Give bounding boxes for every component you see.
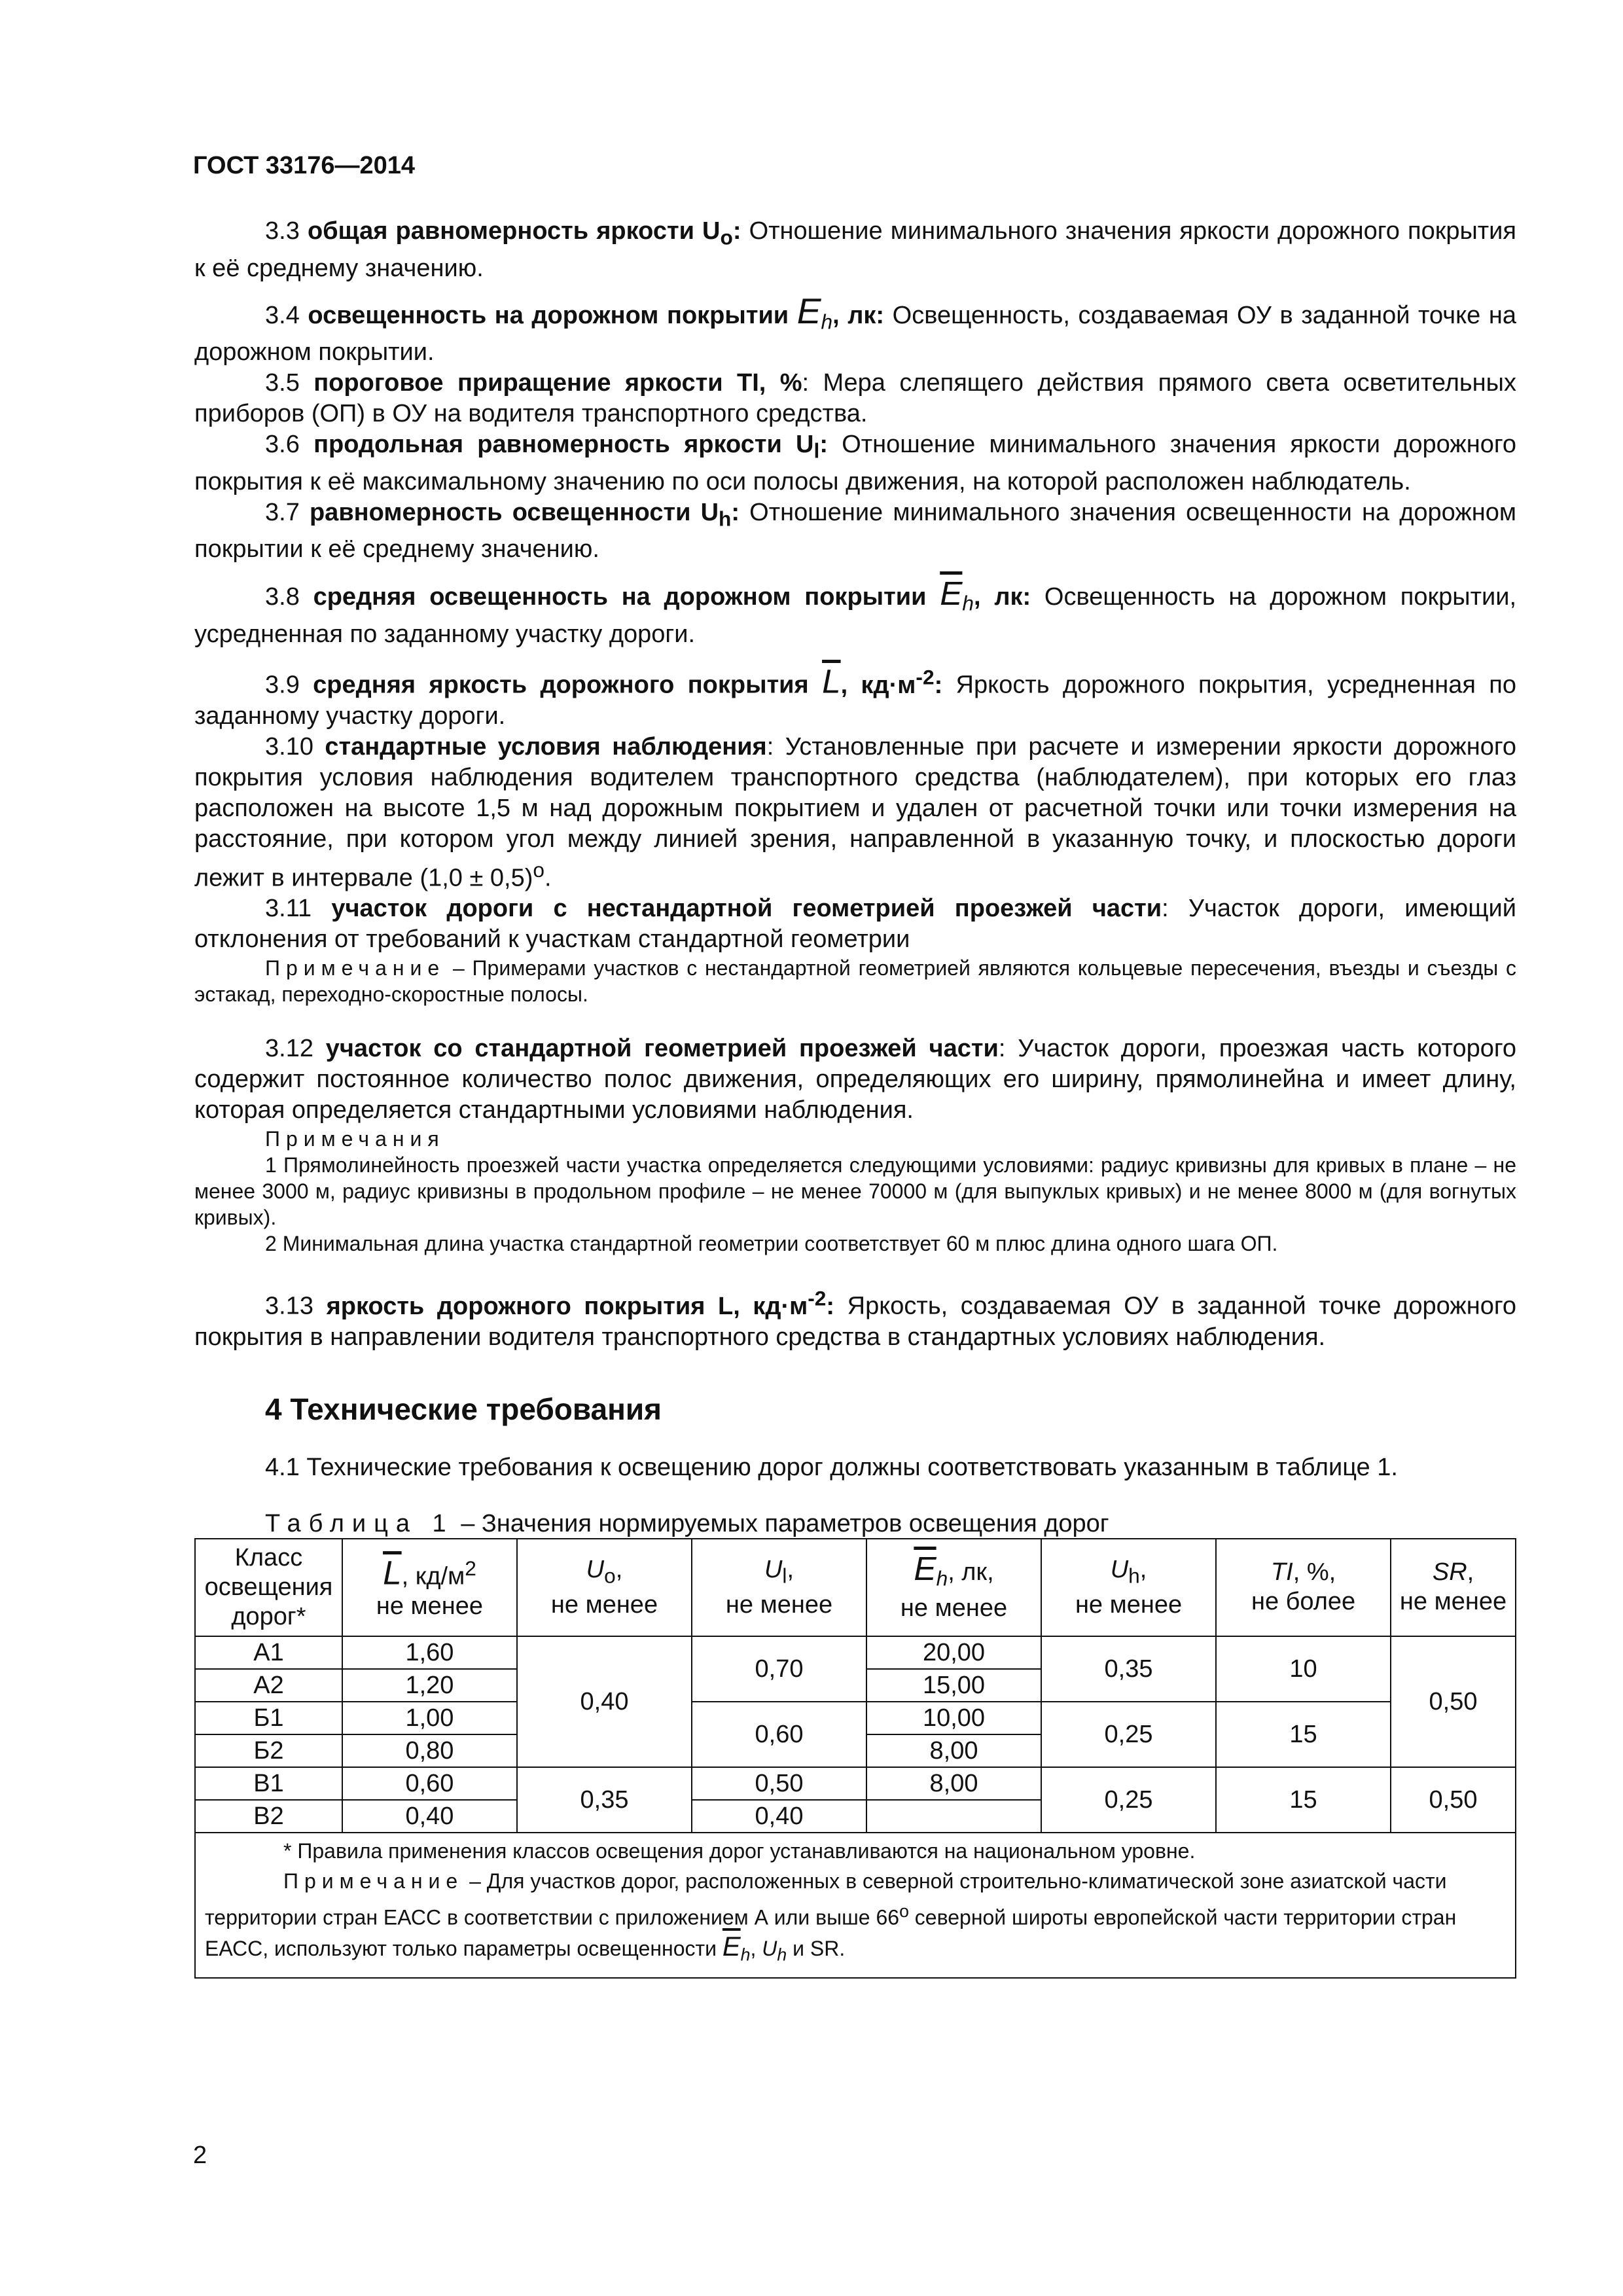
definition-term: равномерность освещенности U	[309, 498, 719, 526]
cell-Ul: 0,40	[692, 1800, 866, 1833]
definition-number: 3.6	[265, 431, 300, 459]
table-header-row	[195, 1539, 1516, 1636]
section-4-heading: 4 Технические требования	[265, 1391, 662, 1426]
term-subscript: h	[719, 507, 732, 531]
term-suffix: :	[934, 671, 943, 699]
cell-Eh: 20,00	[866, 1636, 1041, 1669]
definition-number: 3.7	[265, 498, 300, 526]
definition-text: Яркость дорожного покрытия, усредненная по заданному участку дороги.	[194, 671, 1516, 730]
cell-Ul: 0,70	[692, 1636, 866, 1702]
header-TI	[1216, 1539, 1391, 1636]
header-condition: не менее	[725, 1591, 833, 1619]
table-row	[195, 1702, 1516, 1734]
cell-Eh: 8,00	[866, 1734, 1041, 1767]
cell-Uh: 0,25	[1041, 1767, 1216, 1833]
unit-label: , лк:	[974, 583, 1031, 611]
header-subscript: h	[936, 1566, 948, 1590]
unit-superscript: -2	[916, 664, 935, 689]
cell-Eh: 15,00	[866, 1669, 1041, 1702]
term-suffix: :	[732, 217, 741, 245]
definition-3-12	[194, 1033, 1516, 1126]
unit-label: , лк:	[832, 301, 885, 329]
note-text: – Примерами участков с нестандартной геометрией являются кольцевые пересечения, въезды и съезды с эстакад, переходно-скоростные полосы.	[194, 956, 1516, 1007]
note-text: – Для участков дорог, расположенных в северной строительно-климатической зоне азиатской части территории стран ЕАСС в соответствии с приложением А или выше 66	[205, 1869, 1447, 1929]
definition-number: 3.9	[265, 671, 300, 699]
term-subscript: o	[720, 225, 733, 249]
cell-L: 0,80	[342, 1734, 517, 1767]
header-condition: не менее	[1399, 1588, 1507, 1616]
definition-3-5	[194, 368, 1516, 429]
definition-text: : Участок дороги, проезжая часть которого содержит постоянное количество полос движения, определяющих его ширину, прямолинейна и имеет длину, которая определяется стандартными условиями наблюдения.	[194, 1035, 1517, 1124]
note-3-12-label	[194, 1126, 1516, 1152]
definition-text: Отношение минимального значения освещенности на дорожном покрытии к её среднему значению.	[194, 498, 1516, 564]
cell-class: А1	[195, 1636, 342, 1669]
table-1	[194, 1538, 1516, 1979]
cell-Uh: 0,25	[1041, 1702, 1216, 1767]
header-unit: , кд/м	[401, 1562, 465, 1590]
symbol-subscript: h	[740, 1944, 751, 1964]
symbol-subscript: h	[777, 1944, 787, 1964]
definition-number: 3.11	[265, 895, 312, 923]
symbol-subscript: h	[821, 310, 833, 334]
cell-TI: 15	[1216, 1767, 1391, 1833]
definition-number: 3.4	[265, 301, 300, 329]
symbol-subscript: h	[962, 591, 974, 615]
symbol-U: U	[1110, 1555, 1129, 1583]
header-subscript: l	[782, 1564, 787, 1588]
header-condition: не более	[1251, 1588, 1356, 1616]
cell-L: 1,20	[342, 1669, 517, 1702]
definition-text: Освещенность, создаваемая ОУ в заданной точке на дорожном покрытии.	[194, 301, 1516, 367]
cell-Uh: 0,35	[1041, 1636, 1216, 1702]
unit-label: , кд·м	[840, 671, 916, 699]
header-Ul: $U_l$, не менее	[692, 1539, 866, 1636]
table-footer-row	[195, 1833, 1516, 1978]
symbol-E-mean: $\overline{E}$	[940, 575, 963, 613]
header-Uh: $U_h$, не менее	[1041, 1539, 1216, 1636]
note-text: северной широты европейской части территории стран ЕАСС, используют только параметры освещенности	[205, 1905, 1457, 1960]
definition-term: средняя освещенность на дорожном покрытии	[313, 583, 927, 611]
degree-superscript: о	[899, 1901, 909, 1921]
definition-3-8	[194, 577, 1516, 650]
symbol-U: U	[764, 1555, 783, 1583]
definition-3-11	[194, 893, 1516, 955]
cell-Uo: 0,40	[517, 1636, 692, 1767]
cell-class: В1	[195, 1767, 342, 1800]
note-3-12-item-2: 2 Минимальная длина участка стандартной геометрии соответствует 60 м плюс длина одного шага ОП.	[265, 1232, 1278, 1256]
note-label: Примечание	[265, 956, 446, 980]
definition-3-13	[194, 1283, 1516, 1353]
cell-Uo: 0,35	[517, 1767, 692, 1833]
sentence-end: .	[544, 864, 552, 892]
definition-3-9	[194, 662, 1516, 732]
definition-term: стандартные условия наблюдения	[325, 732, 767, 761]
header-subscript: h	[1128, 1564, 1140, 1588]
cell-class: В2	[195, 1800, 342, 1833]
definition-term: освещенность на дорожном покрытии	[308, 301, 789, 329]
symbol-U: U	[762, 1936, 777, 1960]
symbol-E-mean: $\overline{E}$	[914, 1550, 936, 1588]
cell-L: 0,60	[342, 1767, 517, 1800]
table-1-caption	[265, 1509, 1516, 1538]
note-text: и SR.	[787, 1936, 846, 1960]
definition-term: яркость дорожного покрытия L, кд·м	[326, 1292, 808, 1320]
definition-term: средняя яркость дорожного покрытия	[313, 671, 809, 699]
cell-Eh: 10,00	[866, 1702, 1041, 1734]
header-unit: , лк,	[948, 1558, 994, 1587]
definition-term: общая равномерность яркости U	[307, 217, 721, 245]
header-L	[342, 1539, 517, 1636]
definition-3-6	[194, 429, 1516, 497]
header-class: Класс освещения дорог*	[195, 1539, 342, 1636]
cell-SR: 0,50	[1391, 1767, 1516, 1833]
term-suffix: :	[819, 431, 828, 459]
header-superscript: 2	[465, 1556, 476, 1581]
term-subscript: l	[813, 439, 820, 463]
unit-superscript: -2	[808, 1286, 827, 1310]
cell-SR: 0,50	[1391, 1636, 1516, 1767]
table-row	[195, 1636, 1516, 1669]
definition-text: : Участок дороги, имеющий отклонения от требований к участкам стандартной геометрии	[194, 895, 1517, 954]
definition-3-7	[194, 497, 1516, 565]
definition-number: 3.5	[265, 369, 300, 397]
table-footnote: * Правила применения классов освещения дорог устанавливаются на национальном уровне.	[283, 1839, 1196, 1863]
header-subscript: o	[604, 1564, 616, 1588]
definition-text: : Мера слепящего действия прямого света осветительных приборов (ОП) в ОУ на водителя транспортного средства.	[194, 369, 1516, 428]
definition-term: продольная равномерность яркости U	[313, 431, 814, 459]
definition-text: Яркость, создаваемая ОУ в заданной точке дорожного покрытия в направлении водителя транспортного средства в стандартных условиях наблюдения.	[194, 1292, 1517, 1351]
table-row	[195, 1767, 1516, 1800]
cell-TI: 10	[1216, 1636, 1391, 1702]
cell-Ul: 0,50	[692, 1767, 866, 1800]
definition-number: 3.13	[265, 1292, 313, 1320]
definition-term: участок со стандартной геометрией проезжей части	[325, 1035, 999, 1063]
symbol-SR: SR	[1432, 1558, 1467, 1587]
header-unit: , %,	[1293, 1558, 1336, 1587]
definition-number: 3.3	[265, 217, 300, 245]
paragraph-4-1: 4.1 Технические требования к освещению дорог должны соответствовать указанным в таблице 1.	[265, 1453, 1398, 1481]
page-number: 2	[193, 2142, 207, 2169]
definition-text: : Установленные при расчете и измерении яркости дорожного покрытия условия наблюдения водителем транспортного средства (наблюдателем), при которых его глаз расположен на высоте 1,5 м над дорожным покрытием и удален от расчетной точки или точки измерения на расстояние, при котором угол между линией зрения, направленной в указанную точку, и плоскостью дороги лежит в интервале (1,0 ± 0,5)	[194, 732, 1516, 892]
definition-3-3	[194, 216, 1516, 284]
cell-Ul: 0,60	[692, 1702, 866, 1767]
document-body	[194, 216, 1516, 1979]
definition-number: 3.10	[265, 732, 313, 761]
cell-class: Б1	[195, 1702, 342, 1734]
symbol-E: E	[796, 290, 821, 331]
header-Uo: $U_o$, не менее	[517, 1539, 692, 1636]
header-Eh	[866, 1539, 1041, 1636]
table-caption-text: – Значения нормируемых параметров освещения дорог	[454, 1509, 1109, 1537]
symbol-U: U	[586, 1555, 605, 1583]
symbol-E-mean: $\overline{E}$	[722, 1930, 741, 1962]
cell-L: 1,00	[342, 1702, 517, 1734]
cell-class: Б2	[195, 1734, 342, 1767]
definition-text: Освещенность на дорожном покрытии, усредненная по заданному участку дороги.	[194, 583, 1516, 648]
definition-term: пороговое приращение яркости TI, %	[313, 369, 802, 397]
note-3-12-item-1: 1 Прямолинейность проезжей части участка определяется следующими условиями: радиус кривизны для кривых в плане – не менее 3000 м, радиус кривизны в продольном профиле – не менее 70000 м (для выпуклых кривых) и не менее 8000 м (для вогнутых кривых).	[194, 1153, 1516, 1230]
symbol-L-mean: $\overline{L}$	[822, 662, 841, 700]
definition-3-4	[194, 290, 1516, 368]
term-suffix: :	[826, 1292, 835, 1320]
table-caption-label: Таблица 1	[265, 1509, 454, 1537]
symbol-TI: TI	[1270, 1558, 1293, 1587]
cell-L: 0,40	[342, 1800, 517, 1833]
header-condition: не менее	[900, 1594, 1008, 1622]
header-SR: SR, не менее	[1391, 1539, 1516, 1636]
header-condition: не менее	[376, 1592, 484, 1620]
definition-text: Отношение минимального значения яркости дорожного покрытия к её максимальному значению по оси полосы движения, на которой расположен наблюдатель.	[194, 431, 1516, 495]
table-footnote-cell	[195, 1833, 1516, 1978]
degree-superscript: o	[533, 857, 544, 882]
cell-TI: 15	[1216, 1702, 1391, 1767]
definition-number: 3.8	[265, 583, 300, 611]
symbol-L-mean: $\overline{L}$	[383, 1554, 402, 1592]
header-condition: не менее	[550, 1591, 658, 1619]
note-3-11	[194, 955, 1516, 1007]
cell-Eh	[866, 1800, 1041, 1833]
definition-number: 3.12	[265, 1035, 313, 1063]
cell-L: 1,60	[342, 1636, 517, 1669]
cell-class: А2	[195, 1669, 342, 1702]
definition-text: Отношение минимального значения яркости дорожного покрытия к её среднему значению.	[194, 217, 1516, 282]
cell-Eh: 8,00	[866, 1767, 1041, 1800]
term-suffix: :	[731, 498, 740, 526]
document-code-header: ГОСТ 33176—2014	[193, 152, 416, 179]
note-label: Примечания	[265, 1127, 445, 1151]
note-label: Примечание	[283, 1869, 464, 1893]
definition-3-10	[194, 732, 1516, 894]
definition-term: участок дороги с нестандартной геометрией проезжей части	[331, 895, 1162, 923]
table-note: Примечание – Для участков дорог, расположенных в северной строительно-климатической зоне азиатской части территории стран ЕАСС в соответствии с приложением А или выше $66^о$ северной широты европейской части территории стран ЕАСС, используют только параметры освещенности $\overline{E}_h$, $U_h$ и SR.	[205, 1869, 1457, 1964]
header-condition: не менее	[1075, 1591, 1183, 1619]
